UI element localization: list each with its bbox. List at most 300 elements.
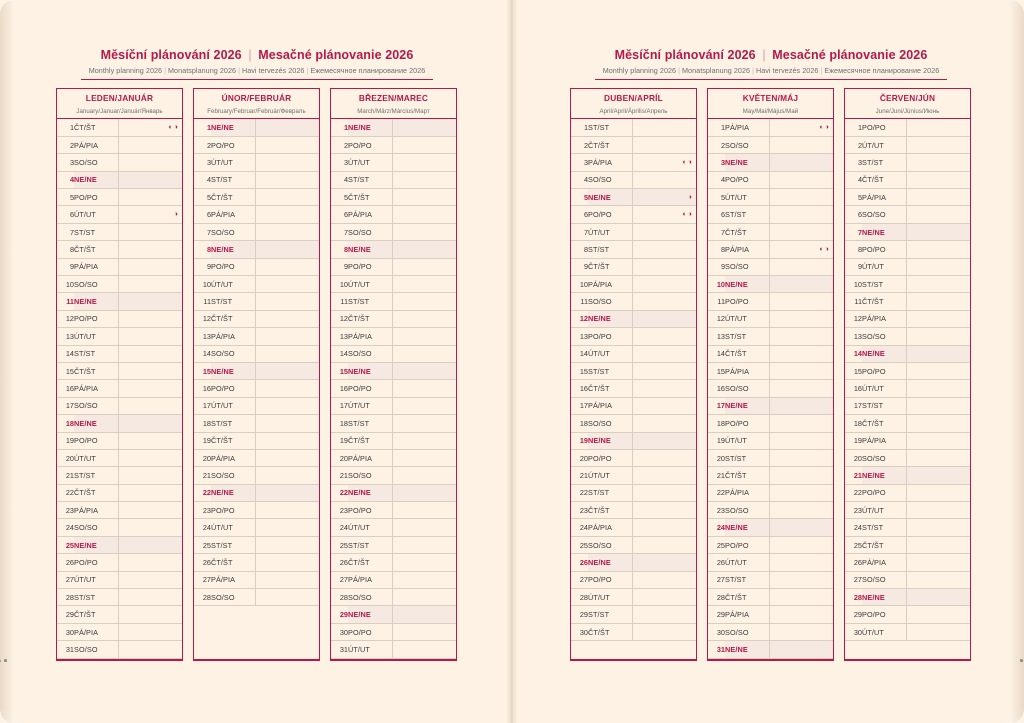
table-row[interactable] [331,484,456,501]
note-cell[interactable] [392,554,456,571]
note-cell[interactable] [632,310,696,327]
note-cell[interactable] [118,502,182,519]
note-cell[interactable] [906,293,970,310]
table-row[interactable] [845,258,970,275]
note-cell[interactable] [632,171,696,188]
table-row[interactable] [708,554,833,571]
table-row[interactable] [194,380,319,397]
table-row[interactable] [57,467,182,484]
table-row[interactable] [845,328,970,345]
table-row[interactable] [331,467,456,484]
table-row[interactable] [571,380,696,397]
note-cell[interactable] [769,276,833,293]
table-row[interactable] [571,241,696,258]
table-row[interactable] [57,241,182,258]
note-cell[interactable] [906,223,970,240]
note-cell[interactable] [906,554,970,571]
note-cell[interactable] [118,241,182,258]
table-row[interactable] [57,310,182,327]
table-row[interactable] [708,258,833,275]
table-row[interactable] [571,502,696,519]
note-cell[interactable] [118,328,182,345]
note-cell[interactable] [118,519,182,536]
table-row[interactable] [571,589,696,606]
table-row[interactable] [845,119,970,136]
table-row[interactable] [331,589,456,606]
table-row[interactable] [331,519,456,536]
note-cell[interactable] [255,345,319,362]
note-cell[interactable] [118,258,182,275]
table-row[interactable] [571,432,696,449]
table-row[interactable] [57,536,182,553]
table-row[interactable] [57,606,182,623]
note-cell[interactable] [255,589,319,606]
note-cell[interactable] [392,119,456,136]
note-cell[interactable] [255,502,319,519]
table-row[interactable] [57,571,182,588]
table-row[interactable] [571,536,696,553]
table-row[interactable] [571,484,696,501]
table-row[interactable] [845,519,970,536]
note-cell[interactable] [906,276,970,293]
table-row[interactable] [708,415,833,432]
table-row[interactable] [571,119,696,136]
note-cell[interactable] [906,571,970,588]
table-row[interactable] [571,519,696,536]
note-cell[interactable] [632,154,696,171]
table-row[interactable] [57,293,182,310]
note-cell[interactable] [769,310,833,327]
note-cell[interactable] [906,310,970,327]
table-row[interactable] [845,467,970,484]
note-cell[interactable] [769,380,833,397]
table-row[interactable] [57,554,182,571]
table-row[interactable] [331,397,456,414]
note-cell[interactable] [769,293,833,310]
note-cell[interactable] [392,310,456,327]
note-cell[interactable] [255,223,319,240]
table-row[interactable] [194,171,319,188]
table-row[interactable] [708,310,833,327]
note-cell[interactable] [392,397,456,414]
table-row[interactable] [845,223,970,240]
table-row[interactable] [331,554,456,571]
note-cell[interactable] [255,484,319,501]
note-cell[interactable] [769,241,833,258]
table-row[interactable] [57,380,182,397]
note-cell[interactable] [632,519,696,536]
note-cell[interactable] [118,223,182,240]
note-cell[interactable] [255,380,319,397]
table-row[interactable] [194,276,319,293]
table-row[interactable] [708,206,833,223]
table-row[interactable] [194,258,319,275]
note-cell[interactable] [632,554,696,571]
note-cell[interactable] [392,241,456,258]
table-row[interactable] [194,502,319,519]
table-row[interactable] [57,362,182,379]
table-row[interactable] [708,119,833,136]
note-cell[interactable] [632,136,696,153]
table-row[interactable] [571,206,696,223]
note-cell[interactable] [392,519,456,536]
note-cell[interactable] [632,571,696,588]
note-cell[interactable] [632,189,696,206]
note-cell[interactable] [118,380,182,397]
table-row[interactable] [194,189,319,206]
table-row[interactable] [845,206,970,223]
table-row[interactable] [331,258,456,275]
table-row[interactable] [845,571,970,588]
note-cell[interactable] [769,589,833,606]
table-row[interactable] [708,293,833,310]
table-row[interactable] [845,484,970,501]
table-row[interactable] [57,484,182,501]
note-cell[interactable] [906,415,970,432]
table-row[interactable] [845,449,970,466]
note-cell[interactable] [906,484,970,501]
table-row[interactable] [708,589,833,606]
note-cell[interactable] [118,432,182,449]
table-row[interactable] [57,258,182,275]
table-row[interactable] [571,223,696,240]
note-cell[interactable] [392,171,456,188]
table-row[interactable] [194,223,319,240]
table-row[interactable] [331,415,456,432]
table-row[interactable] [194,484,319,501]
note-cell[interactable] [906,502,970,519]
note-cell[interactable] [118,554,182,571]
note-cell[interactable] [118,362,182,379]
table-row[interactable] [571,293,696,310]
table-row[interactable] [194,362,319,379]
note-cell[interactable] [769,206,833,223]
note-cell[interactable] [392,380,456,397]
table-row[interactable] [708,397,833,414]
note-cell[interactable] [118,276,182,293]
note-cell[interactable] [255,571,319,588]
table-row[interactable] [571,623,696,640]
note-cell[interactable] [769,154,833,171]
table-row[interactable] [194,554,319,571]
note-cell[interactable] [906,606,970,623]
table-row[interactable] [57,328,182,345]
note-cell[interactable] [392,571,456,588]
table-row[interactable] [57,432,182,449]
table-row[interactable] [571,258,696,275]
note-cell[interactable] [392,536,456,553]
note-cell[interactable] [118,293,182,310]
note-cell[interactable] [118,189,182,206]
table-row[interactable] [331,119,456,136]
table-row[interactable] [331,432,456,449]
table-row[interactable] [708,328,833,345]
note-cell[interactable] [392,432,456,449]
note-cell[interactable] [632,536,696,553]
note-cell[interactable] [632,223,696,240]
note-cell[interactable] [769,189,833,206]
table-row[interactable] [708,380,833,397]
note-cell[interactable] [906,432,970,449]
note-cell[interactable] [769,467,833,484]
note-cell[interactable] [769,502,833,519]
table-row[interactable] [194,432,319,449]
table-row[interactable] [845,606,970,623]
table-row[interactable] [194,536,319,553]
table-row[interactable] [708,345,833,362]
note-cell[interactable] [118,571,182,588]
note-cell[interactable] [632,345,696,362]
table-row[interactable] [708,623,833,640]
table-row[interactable] [708,449,833,466]
table-row[interactable] [57,519,182,536]
note-cell[interactable] [632,502,696,519]
table-row[interactable] [708,432,833,449]
note-cell[interactable] [906,536,970,553]
table-row[interactable] [331,293,456,310]
table-row[interactable] [708,276,833,293]
table-row[interactable] [708,606,833,623]
note-cell[interactable] [769,258,833,275]
table-row[interactable] [845,397,970,414]
note-cell[interactable] [255,154,319,171]
note-cell[interactable] [255,276,319,293]
note-cell[interactable] [632,432,696,449]
note-cell[interactable] [118,345,182,362]
table-row[interactable] [57,502,182,519]
note-cell[interactable] [392,293,456,310]
note-cell[interactable] [632,119,696,136]
note-cell[interactable] [255,519,319,536]
note-cell[interactable] [632,623,696,640]
table-row[interactable] [57,136,182,153]
note-cell[interactable] [906,589,970,606]
table-row[interactable] [57,223,182,240]
table-row[interactable] [571,397,696,414]
note-cell[interactable] [632,241,696,258]
note-cell[interactable] [906,328,970,345]
table-row[interactable] [331,223,456,240]
note-cell[interactable] [632,589,696,606]
note-cell[interactable] [632,328,696,345]
table-row[interactable] [331,136,456,153]
note-cell[interactable] [255,136,319,153]
note-cell[interactable] [118,623,182,640]
note-cell[interactable] [118,467,182,484]
table-row[interactable] [571,467,696,484]
note-cell[interactable] [118,136,182,153]
table-row[interactable] [57,119,182,136]
table-row[interactable] [708,223,833,240]
note-cell[interactable] [392,362,456,379]
table-row[interactable] [194,467,319,484]
note-cell[interactable] [906,380,970,397]
note-cell[interactable] [769,171,833,188]
note-cell[interactable] [392,484,456,501]
note-cell[interactable] [392,641,456,658]
note-cell[interactable] [769,641,833,658]
note-cell[interactable] [118,397,182,414]
table-row[interactable] [845,362,970,379]
note-cell[interactable] [392,154,456,171]
note-cell[interactable] [632,484,696,501]
note-cell[interactable] [632,362,696,379]
table-row[interactable] [194,519,319,536]
table-row[interactable] [708,136,833,153]
note-cell[interactable] [769,345,833,362]
table-row[interactable] [194,206,319,223]
table-row[interactable] [57,449,182,466]
note-cell[interactable] [118,119,182,136]
note-cell[interactable] [255,293,319,310]
note-cell[interactable] [392,502,456,519]
table-row[interactable] [571,136,696,153]
note-cell[interactable] [632,467,696,484]
note-cell[interactable] [906,519,970,536]
note-cell[interactable] [392,449,456,466]
table-row[interactable] [194,415,319,432]
table-row[interactable] [708,241,833,258]
table-row[interactable] [194,589,319,606]
note-cell[interactable] [769,397,833,414]
table-row[interactable] [708,171,833,188]
note-cell[interactable] [255,362,319,379]
note-cell[interactable] [392,223,456,240]
note-cell[interactable] [769,623,833,640]
note-cell[interactable] [118,484,182,501]
note-cell[interactable] [769,606,833,623]
note-cell[interactable] [255,171,319,188]
table-row[interactable] [571,345,696,362]
note-cell[interactable] [769,571,833,588]
table-row[interactable] [845,589,970,606]
table-row[interactable] [331,276,456,293]
note-cell[interactable] [392,276,456,293]
table-row[interactable] [194,310,319,327]
table-row[interactable] [57,276,182,293]
note-cell[interactable] [392,189,456,206]
table-row[interactable] [708,502,833,519]
note-cell[interactable] [632,449,696,466]
table-row[interactable] [571,415,696,432]
note-cell[interactable] [392,258,456,275]
note-cell[interactable] [255,554,319,571]
table-row[interactable] [708,571,833,588]
table-row[interactable] [571,606,696,623]
table-row[interactable] [845,276,970,293]
table-row[interactable] [194,136,319,153]
table-row[interactable] [571,154,696,171]
note-cell[interactable] [632,415,696,432]
table-row[interactable] [845,154,970,171]
table-row[interactable] [331,641,456,658]
table-row[interactable] [845,189,970,206]
note-cell[interactable] [118,206,182,223]
note-cell[interactable] [906,206,970,223]
note-cell[interactable] [392,623,456,640]
note-cell[interactable] [906,119,970,136]
note-cell[interactable] [118,310,182,327]
table-row[interactable] [708,154,833,171]
table-row[interactable] [571,571,696,588]
table-row[interactable] [331,502,456,519]
table-row[interactable] [57,189,182,206]
note-cell[interactable] [632,293,696,310]
note-cell[interactable] [392,206,456,223]
table-row[interactable] [331,536,456,553]
note-cell[interactable] [118,449,182,466]
table-row[interactable] [194,293,319,310]
note-cell[interactable] [906,345,970,362]
table-row[interactable] [845,536,970,553]
note-cell[interactable] [769,119,833,136]
note-cell[interactable] [906,397,970,414]
note-cell[interactable] [632,276,696,293]
table-row[interactable] [845,345,970,362]
table-row[interactable] [331,606,456,623]
note-cell[interactable] [906,449,970,466]
note-cell[interactable] [392,606,456,623]
table-row[interactable] [571,310,696,327]
table-row[interactable] [331,345,456,362]
table-row[interactable] [331,241,456,258]
note-cell[interactable] [392,345,456,362]
note-cell[interactable] [392,467,456,484]
note-cell[interactable] [769,432,833,449]
table-row[interactable] [571,449,696,466]
table-row[interactable] [571,554,696,571]
note-cell[interactable] [118,154,182,171]
table-row[interactable] [57,397,182,414]
note-cell[interactable] [632,206,696,223]
table-row[interactable] [331,623,456,640]
note-cell[interactable] [769,223,833,240]
table-row[interactable] [845,502,970,519]
table-row[interactable] [57,171,182,188]
table-row[interactable] [331,449,456,466]
note-cell[interactable] [632,397,696,414]
table-row[interactable] [571,362,696,379]
table-row[interactable] [708,189,833,206]
note-cell[interactable] [255,119,319,136]
note-cell[interactable] [255,241,319,258]
note-cell[interactable] [769,136,833,153]
table-row[interactable] [194,154,319,171]
note-cell[interactable] [392,415,456,432]
table-row[interactable] [571,276,696,293]
note-cell[interactable] [255,536,319,553]
table-row[interactable] [57,154,182,171]
table-row[interactable] [331,380,456,397]
note-cell[interactable] [255,415,319,432]
note-cell[interactable] [118,589,182,606]
note-cell[interactable] [906,171,970,188]
note-cell[interactable] [255,328,319,345]
note-cell[interactable] [906,362,970,379]
table-row[interactable] [331,362,456,379]
note-cell[interactable] [118,641,182,658]
note-cell[interactable] [255,189,319,206]
note-cell[interactable] [118,415,182,432]
table-row[interactable] [57,206,182,223]
table-row[interactable] [194,119,319,136]
note-cell[interactable] [632,606,696,623]
table-row[interactable] [708,536,833,553]
note-cell[interactable] [906,258,970,275]
table-row[interactable] [194,571,319,588]
note-cell[interactable] [769,328,833,345]
table-row[interactable] [57,345,182,362]
